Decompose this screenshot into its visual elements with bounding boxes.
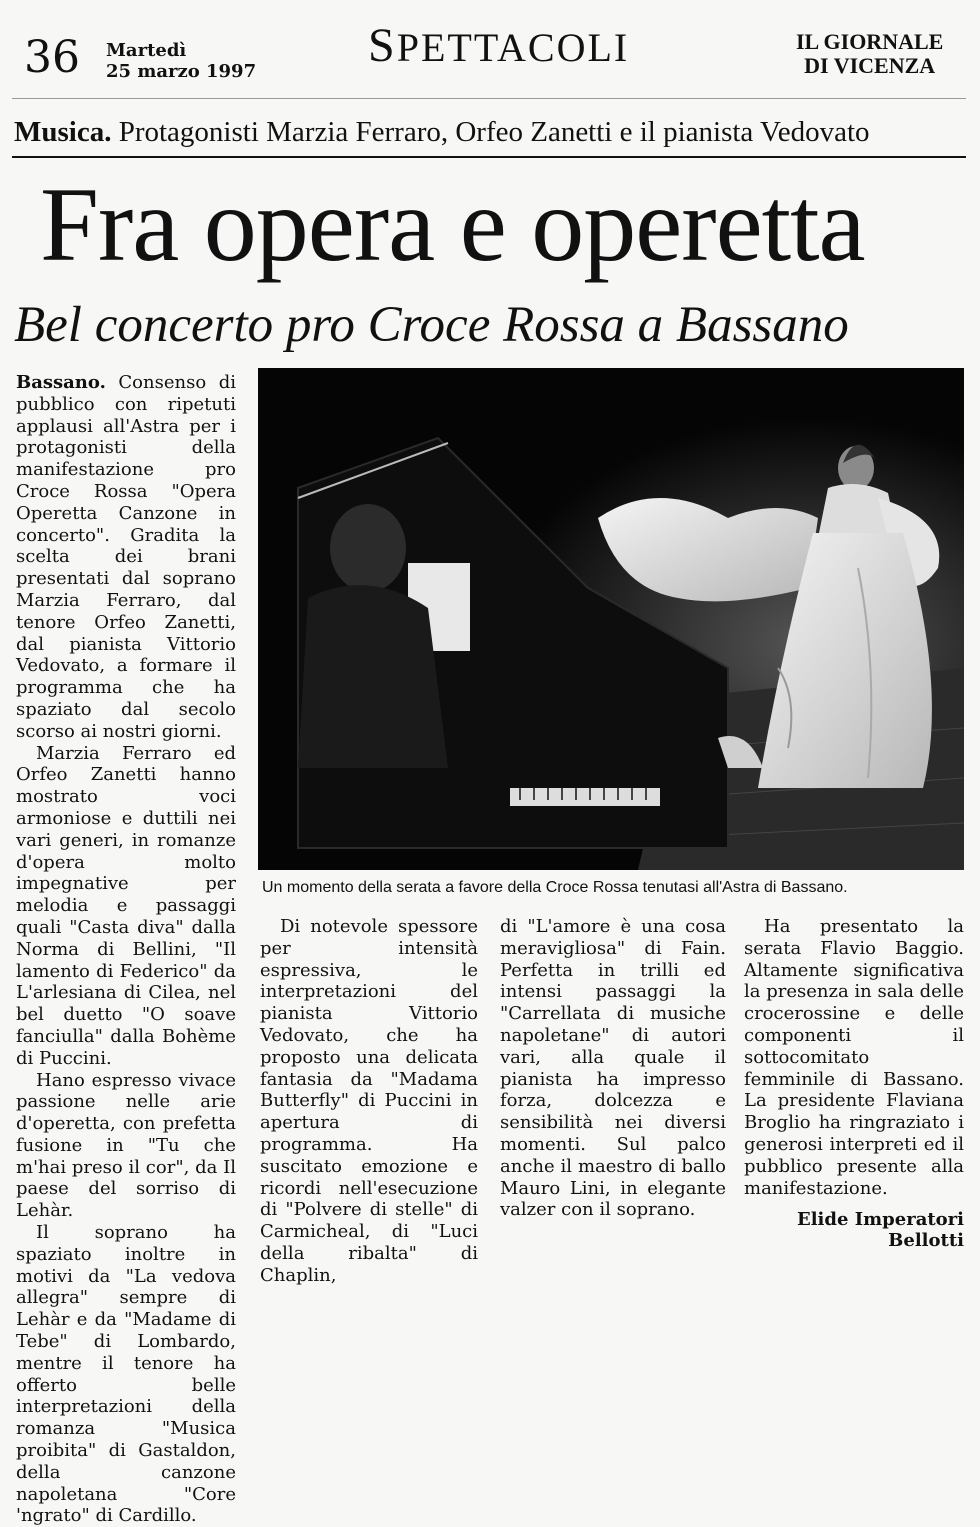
- subheadline: Bel concerto pro Croce Rossa a Bassano: [14, 297, 849, 353]
- concert-photo: [258, 368, 964, 870]
- paragraph: Marzia Ferraro ed Orfeo Zanetti hanno mostrato voci armoniose e duttili nei vari generi, in romanze d'opera molto impegnative per melodia e passaggi quali "Casta diva" dalla Norma di Bellini, "Il lamento di Federico" da L'arlesiana di Cilea, nel bel duetto "O soave fanciulla" dalla Bohème di Puccini.: [16, 742, 236, 1069]
- header-divider: [12, 98, 966, 99]
- issue-day: 25 marzo 1997: [106, 61, 257, 82]
- headline: Fra opera e operetta: [40, 166, 865, 283]
- newspaper-name-line1: IL GIORNALE: [796, 29, 944, 54]
- dateline: Bassano.: [16, 372, 106, 393]
- section-title-initial: S: [368, 19, 397, 72]
- article-column-3: [500, 916, 726, 1221]
- paragraph-text: Consenso di pubblico con ripetuti applausi all'Astra per i protagonisti della manifestazione pro Croce Rossa "Opera Operetta Canzone in concerto". Gradita la scelta dei brani presentati dal soprano Marzia Ferraro, dal tenore Orfeo Zanetti, dal pianista Vittorio Vedovato, a formare il programma che ha spaziato dal secolo scorso ai nostri giorni.: [16, 372, 236, 742]
- byline: [744, 1209, 964, 1251]
- section-title-rest: PETTACOLI: [396, 25, 630, 70]
- paragraph: Di notevole spessore per intensità espressiva, le interpretazioni del pianista Vittorio Vedovato, che ha proposto una delicata fantasia da "Madama Butterfly" di Puccini in apertura di programma. Ha suscitato emozione e ricordi nell'esecuzione di "Polvere di stelle" di Carmicheal, di "Luci della ribalta" di Chaplin,: [260, 916, 478, 1286]
- issue-weekday: Martedì: [106, 40, 187, 61]
- paragraph: Il soprano ha spaziato inoltre in motivi da "La vedova allegra" sempre di Lehàr e da "Madame di Tebe" di Lombardo, mentre il tenore ha offerto belle interpretazioni della romanza "Musica proibita" di Gastaldon, della canzone napoletana "Core 'ngrato" di Cardillo.: [16, 1222, 236, 1527]
- article-column-4: [744, 916, 964, 1251]
- kicker-label: Musica.: [14, 116, 112, 148]
- byline-line2: Bellotti: [888, 1230, 964, 1252]
- paragraph: [16, 372, 236, 743]
- kicker: [14, 115, 964, 149]
- page-number: 36: [24, 32, 80, 83]
- section-title: [368, 19, 630, 72]
- byline-line1: Elide Imperatori: [797, 1209, 964, 1231]
- article-column-2: [260, 916, 478, 1287]
- newspaper-name: [796, 30, 943, 78]
- issue-date: [106, 40, 256, 82]
- kicker-divider: [12, 156, 966, 158]
- paragraph: Ha presentato la serata Flavio Baggio. Altamente significativa la presenza in sala delle crocerossine e delle componenti il sottocomitato femminile di Bassano. La presidente Flaviana Broglio ha ringraziato i generosi interpreti ed il pubblico presente alla manifestazione.: [744, 916, 964, 1199]
- paragraph: di "L'amore è una cosa meravigliosa" di Fain. Perfetta in trilli ed intensi passaggi la "Carrellata di musiche napoletane" di autori vari, alla quale il pianista ha impresso forza, dolcezza e sensibilità nei diversi momenti. Sul palco anche il maestro di ballo Mauro Lini, in elegante valzer con il soprano.: [500, 916, 726, 1221]
- photo-caption: Un momento della serata a favore della Croce Rossa tenutasi all'Astra di Bassano.: [262, 879, 848, 896]
- paragraph: Hano espresso vivace passione nelle arie d'operetta, con prefetta fusione in "Tu che m'hai preso il cor", da Il paese del sorriso di Lehàr.: [16, 1069, 236, 1222]
- kicker-text: Protagonisti Marzia Ferraro, Orfeo Zanetti e il pianista Vedovato: [118, 116, 870, 148]
- newspaper-name-line2: DI VICENZA: [804, 53, 936, 78]
- article-column-1: [16, 372, 236, 1527]
